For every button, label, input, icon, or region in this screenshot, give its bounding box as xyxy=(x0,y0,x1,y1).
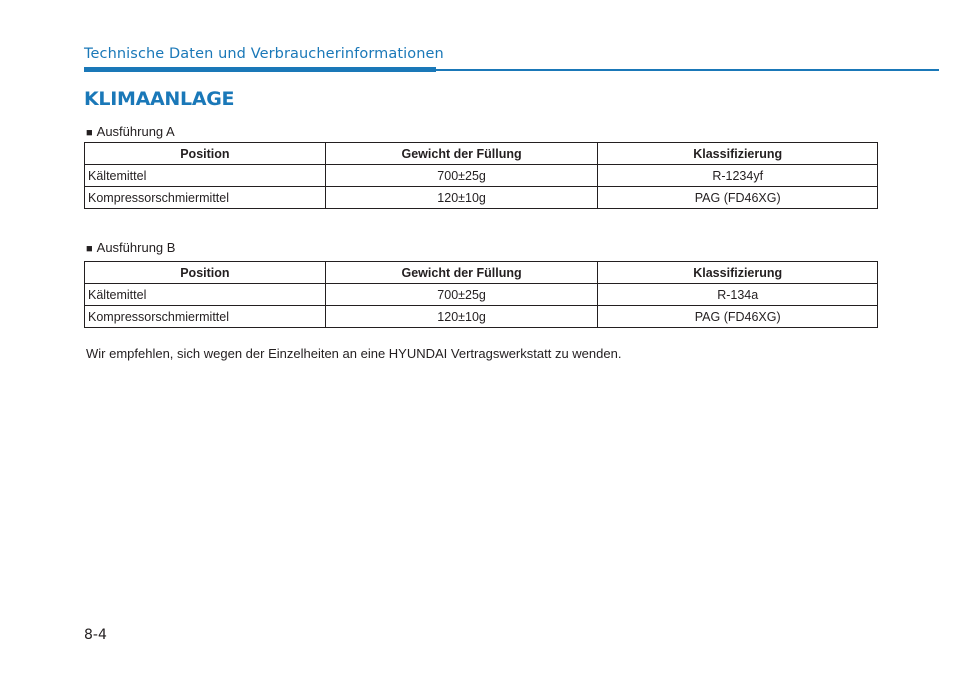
cell-classification: PAG (FD46XG) xyxy=(598,306,878,328)
table-row xyxy=(85,187,878,209)
variant-a-label xyxy=(86,124,175,139)
cell-classification: PAG (FD46XG) xyxy=(598,187,878,209)
page-number: 8-4 xyxy=(84,627,107,643)
table-row xyxy=(85,165,878,187)
column-header-classification: Klassifizierung xyxy=(598,143,878,165)
variant-b-label xyxy=(86,240,175,255)
square-bullet-icon: ■ xyxy=(86,243,93,255)
cell-position: Kompressorschmiermittel xyxy=(85,306,326,328)
dealer-note: Wir empfehlen, sich wegen der Einzelheiten an eine HYUNDAI Vertragswerkstatt zu wenden. xyxy=(86,346,622,361)
cell-weight: 120±10g xyxy=(325,306,598,328)
column-header-position: Position xyxy=(85,143,326,165)
column-header-classification: Klassifizierung xyxy=(598,262,878,284)
cell-weight: 120±10g xyxy=(325,187,598,209)
table-row xyxy=(85,306,878,328)
column-header-position: Position xyxy=(85,262,326,284)
page-title: KLIMAANLAGE xyxy=(84,88,235,110)
column-header-weight: Gewicht der Füllung xyxy=(325,143,598,165)
table-header-row xyxy=(85,143,878,165)
cell-classification: R-1234yf xyxy=(598,165,878,187)
table-row xyxy=(85,284,878,306)
square-bullet-icon: ■ xyxy=(86,127,93,139)
cell-position: Kältemittel xyxy=(85,165,326,187)
header-rule-thick xyxy=(84,67,436,72)
column-header-weight: Gewicht der Füllung xyxy=(325,262,598,284)
variant-a-label-text: Ausführung A xyxy=(96,124,175,139)
header-rule-thin xyxy=(436,69,939,71)
table-header-row xyxy=(85,262,878,284)
cell-position: Kältemittel xyxy=(85,284,326,306)
cell-classification: R-134a xyxy=(598,284,878,306)
spec-table-variant-a xyxy=(84,142,878,209)
cell-weight: 700±25g xyxy=(325,284,598,306)
variant-b-label-text: Ausführung B xyxy=(96,240,176,255)
section-header: Technische Daten und Verbraucherinformationen xyxy=(84,46,444,62)
spec-table-variant-b xyxy=(84,261,878,328)
cell-position: Kompressorschmiermittel xyxy=(85,187,326,209)
cell-weight: 700±25g xyxy=(325,165,598,187)
